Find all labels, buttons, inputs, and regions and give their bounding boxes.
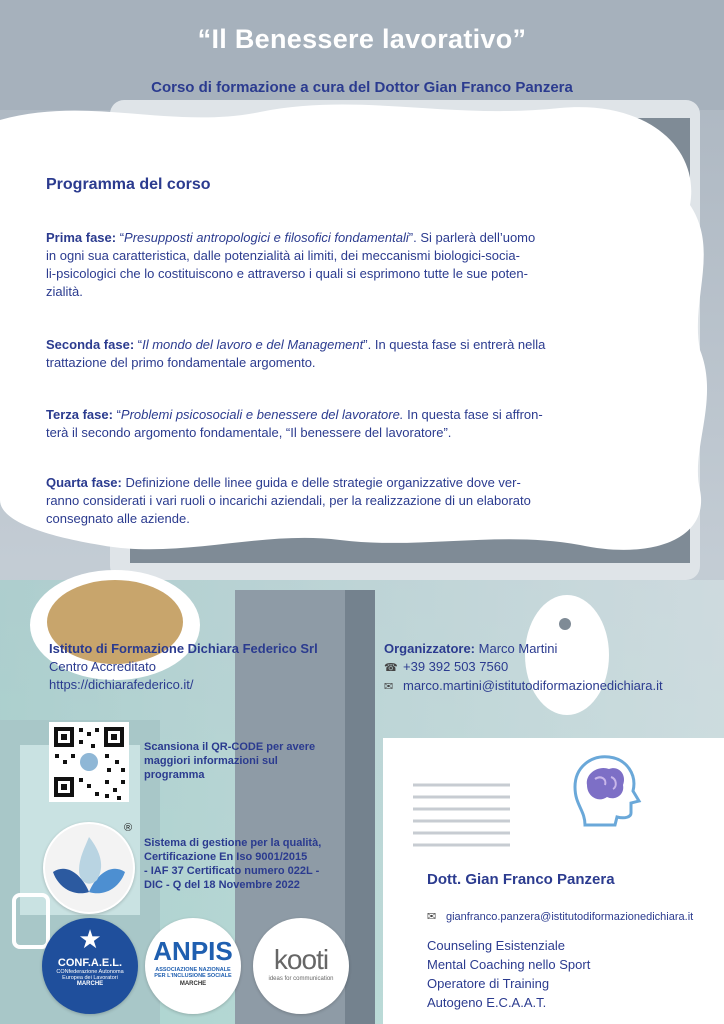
- anpis-name: ANPIS: [153, 936, 233, 966]
- phase-3: [46, 406, 606, 442]
- phase-1-line: in ogni sua caratteristica, dalle potenzialità ai limiti, dei meccanismi biologici-socia-: [46, 248, 520, 263]
- organizer-phone[interactable]: +39 392 503 7560: [403, 659, 509, 674]
- kooti-tagline: ideas for communication: [268, 976, 334, 982]
- certification-line: DIC - Q del 18 Novembre 2022: [144, 879, 300, 891]
- confael-line2: Europea dei Lavoratori: [62, 975, 118, 981]
- phase-1-line: li-psicologici che lo costituiscono e attraverso i quali si esprimono tutte le sue poten-: [46, 266, 528, 281]
- certification-line: - IAF 37 Certificato numero 022L -: [144, 865, 320, 877]
- institute-status: Centro Accreditato: [49, 659, 156, 674]
- qr-caption: [144, 740, 344, 782]
- anpis-region: MARCHE: [179, 981, 207, 987]
- certification-line: Certificazione En Iso 9001/2015: [144, 851, 308, 863]
- institute-url[interactable]: https://dichiarafederico.it/: [49, 677, 194, 692]
- phase-1-label: Prima fase:: [46, 230, 117, 245]
- doctor-role: Operatore di Training: [427, 976, 550, 991]
- phase-3-quote-open: “: [112, 407, 121, 422]
- anpis-line2: PER L'INCLUSIONE SOCIALE: [154, 973, 232, 979]
- phase-2-title: Il mondo del lavoro e del Management: [142, 337, 364, 352]
- confael-name: CONF.A.E.L.: [57, 957, 123, 969]
- phase-2-line: In questa fase si entrerà nella: [374, 337, 546, 352]
- registered-mark: ®: [124, 822, 133, 834]
- qr-caption-line: maggiori informazioni sul: [144, 755, 278, 767]
- mail-icon: ✉: [384, 681, 394, 693]
- page-title: “Il Benessere lavorativo”: [197, 24, 527, 54]
- phase-2: [46, 336, 606, 372]
- phase-4-line: ranno considerati i vari ruoli o incarichi aziendali, per la realizzazione di un elaborato: [46, 493, 531, 508]
- mail-icon: ✉: [427, 911, 437, 923]
- organizer-email[interactable]: marco.martini@istitutodiformazionedichiara.it: [403, 678, 663, 693]
- phase-1-line: Si parlerà dell’uomo: [420, 230, 536, 245]
- phase-2-label: Seconda fase:: [46, 337, 135, 352]
- qr-caption-line: Scansiona il QR-CODE per avere: [144, 741, 316, 753]
- organizer-name: Marco Martini: [478, 641, 558, 656]
- program-heading: Programma del corso: [46, 176, 211, 193]
- doctor-email[interactable]: gianfranco.panzera@istitutodiformazionedichiara.it: [446, 911, 694, 923]
- phase-3-title: Problemi psicosociali e benessere del lavoratore.: [120, 407, 404, 422]
- kooti-logo: [253, 918, 349, 1014]
- page-subtitle: Corso di formazione a cura del Dottor Gian Franco Panzera: [151, 79, 573, 96]
- phase-3-label: Terza fase:: [46, 407, 113, 422]
- phase-1: [46, 229, 606, 301]
- qr-caption-line: programma: [144, 769, 205, 781]
- doctor-role: Autogeno E.C.A.A.T.: [427, 995, 547, 1010]
- anpis-logo: [145, 918, 241, 1014]
- confael-logo: [42, 918, 138, 1014]
- phone-icon: ☎: [384, 662, 398, 674]
- phase-1-quote-open: “: [116, 230, 125, 245]
- confael-line1: CONfederazione Autonoma: [56, 969, 124, 975]
- institute-name: Istituto di Formazione Dichiara Federico Srl: [49, 641, 318, 656]
- anpis-line1: ASSOCIAZIONE NAZIONALE: [155, 967, 231, 973]
- organizer-info: [384, 640, 663, 696]
- iso-certification-logo: [43, 822, 135, 914]
- qr-code[interactable]: [49, 722, 129, 802]
- phase-1-line: zialità.: [46, 284, 83, 299]
- confael-emblem-icon: ★: [78, 924, 102, 954]
- phase-1-quote-close: ”.: [408, 230, 417, 245]
- organizer-label: Organizzatore:: [384, 641, 476, 656]
- phase-2-quote-close: ”.: [363, 337, 372, 352]
- phase-4-line: Definizione delle linee guida e delle strategie organizzative dove ver-: [125, 475, 521, 490]
- doctor-name: Dott. Gian Franco Panzera: [427, 871, 615, 888]
- phase-4: [46, 474, 606, 528]
- doctor-role: Counseling Esistenziale: [427, 938, 566, 953]
- certification-caption: [144, 836, 344, 892]
- brain-icon: [555, 745, 645, 835]
- water-drop-icon: [43, 822, 135, 914]
- phase-2-quote-open: “: [134, 337, 143, 352]
- phase-2-line: trattazione del primo fondamentale argomento.: [46, 355, 316, 370]
- phase-4-line: consegnato alle aziende.: [46, 511, 190, 526]
- qr-code-graphic: [49, 722, 129, 802]
- phase-3-line: In questa fase si affron-: [407, 407, 543, 422]
- doctor-email-row: [427, 910, 693, 923]
- kooti-name: kooti: [273, 944, 329, 975]
- doctor-role: Mental Coaching nello Sport: [427, 957, 591, 972]
- phase-3-line: terà il secondo argomento fondamentale, “Il benessere del lavoratore”.: [46, 425, 452, 440]
- certification-line: Sistema di gestione per la qualità,: [144, 837, 322, 849]
- brain-head-logo: [555, 745, 645, 835]
- phase-4-label: Quarta fase:: [46, 475, 122, 490]
- confael-region: MARCHE: [76, 981, 104, 987]
- institute-info: [49, 640, 318, 694]
- phase-1-title: Presupposti antropologici e filosofici fondamentali: [124, 230, 409, 245]
